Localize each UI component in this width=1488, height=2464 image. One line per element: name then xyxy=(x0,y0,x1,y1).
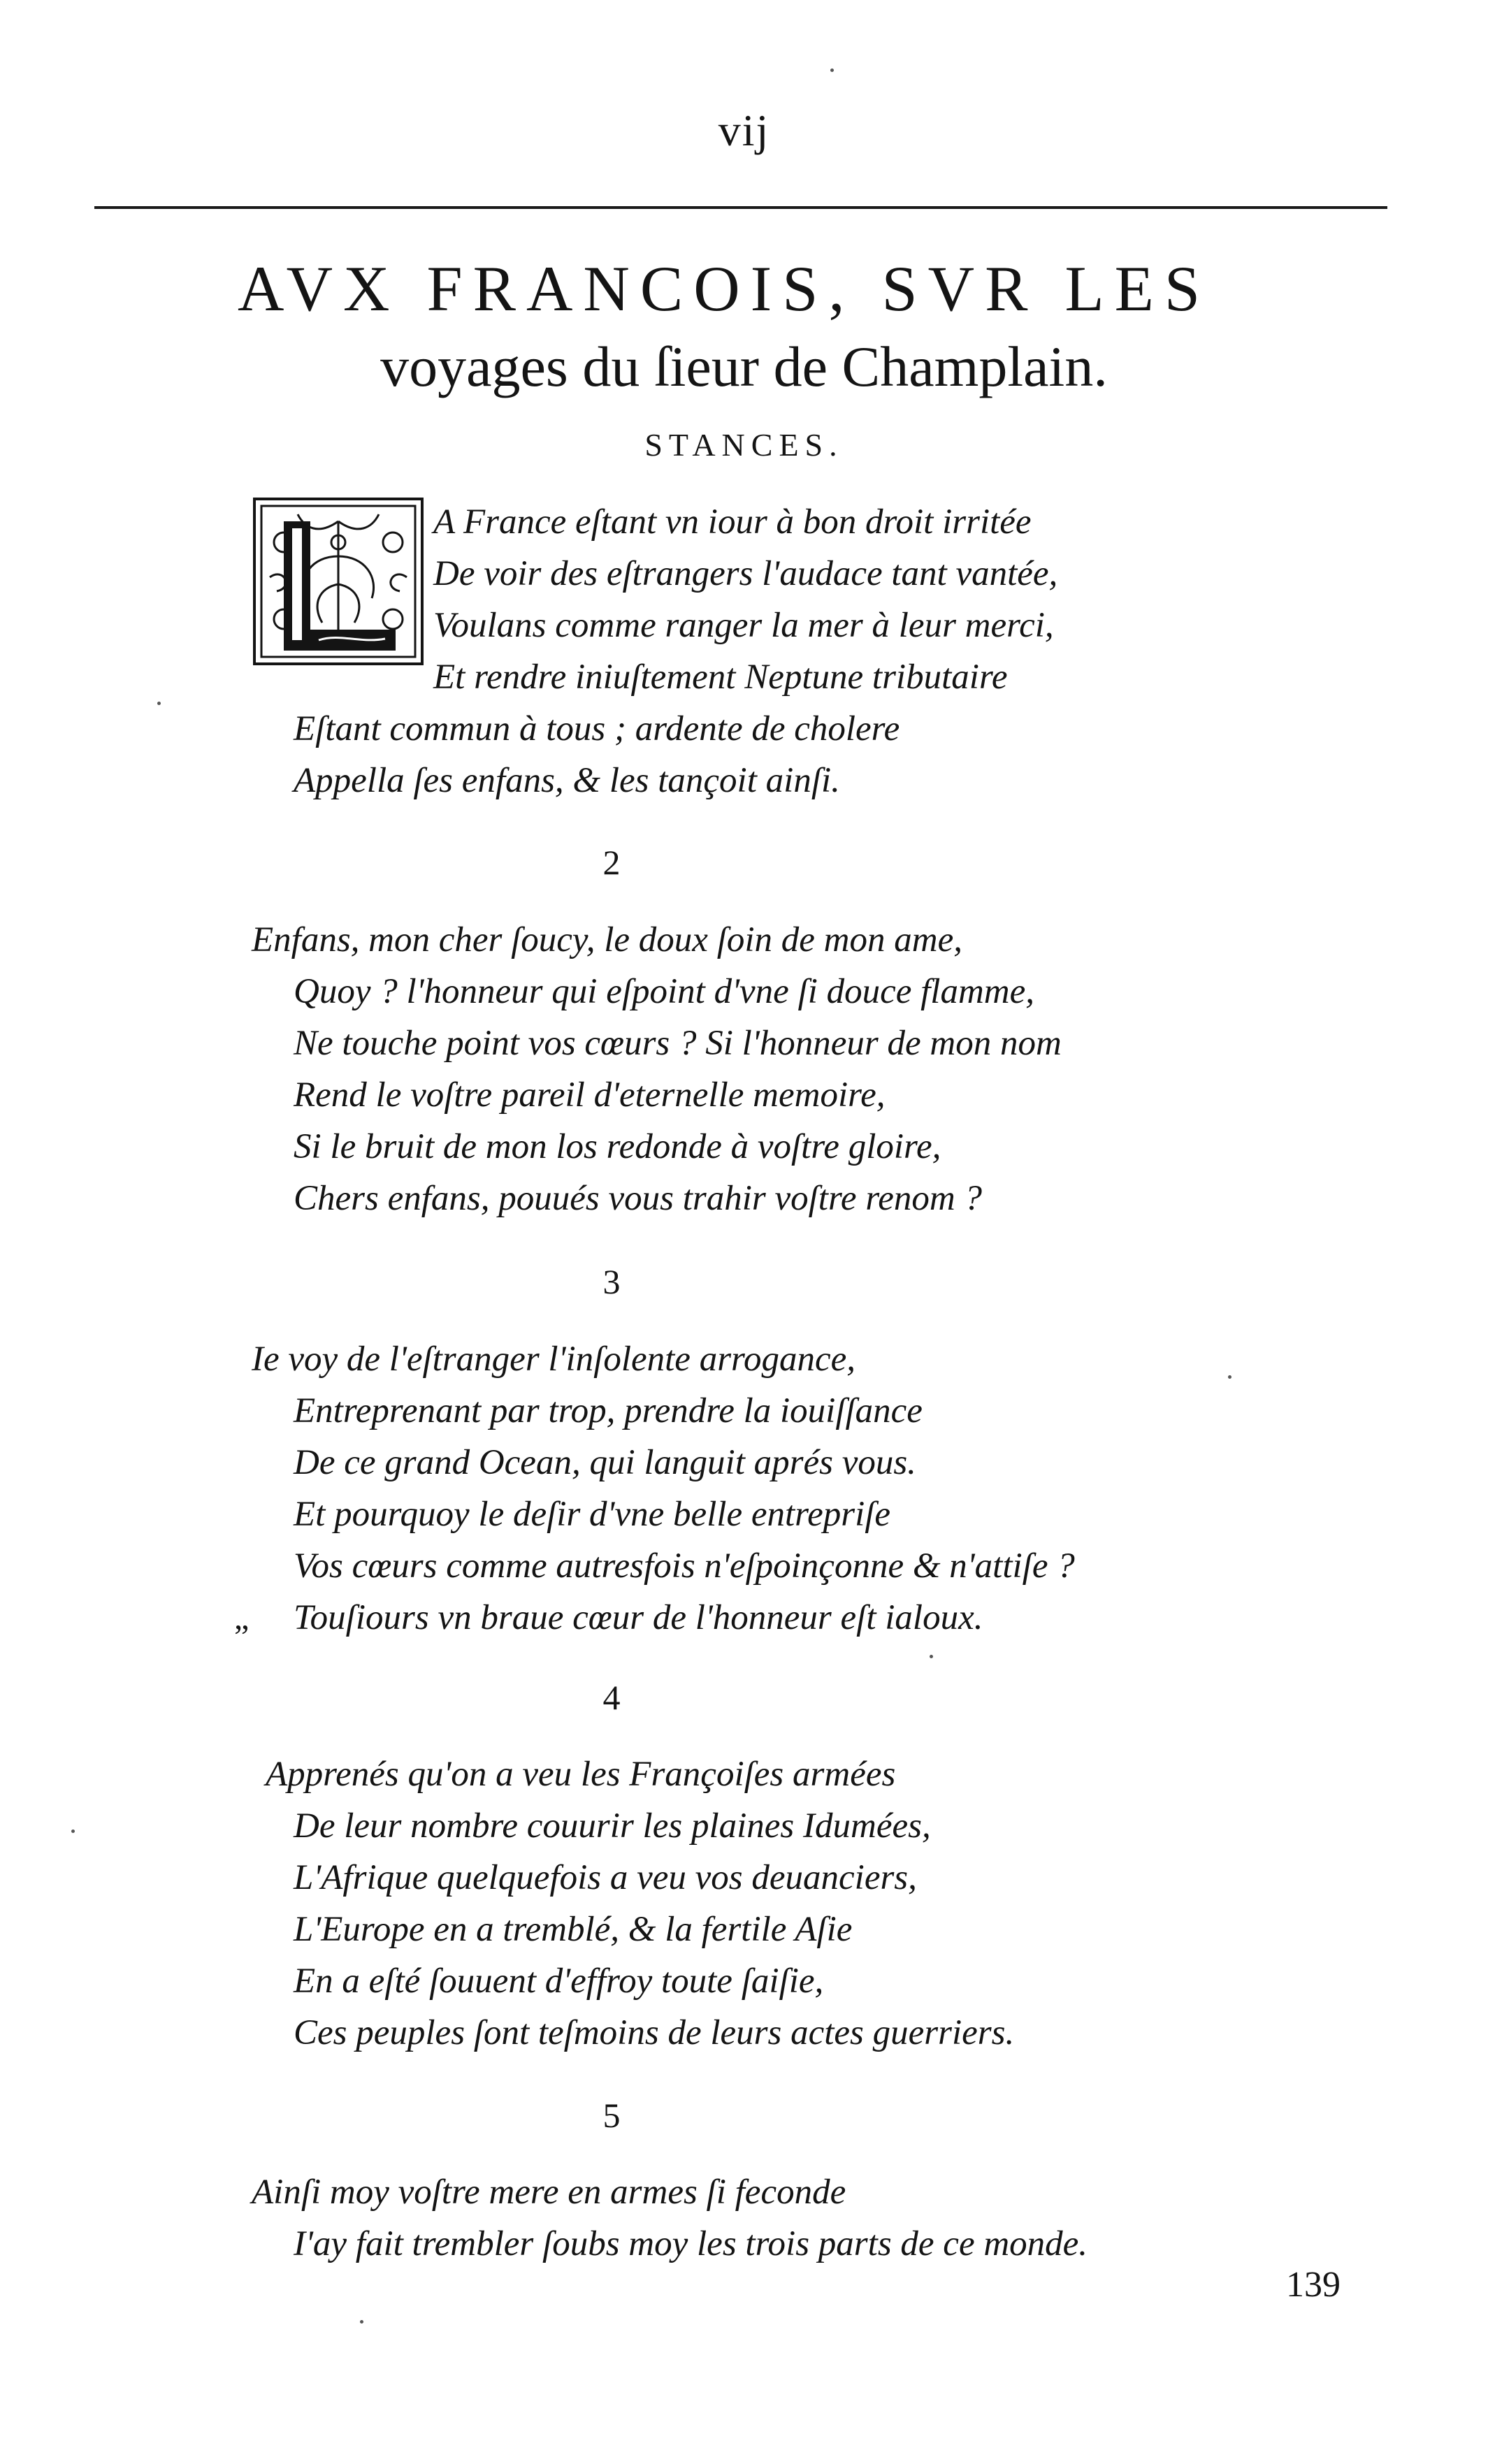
verse-line: Ainſi moy voſtre mere en armes ſi feconde xyxy=(252,2173,846,2212)
stanza-number: 3 xyxy=(602,1262,621,1301)
verse-line: De voir des eſtrangers l'audace tant vantée, xyxy=(433,554,1058,593)
verse-line: Ie voy de l'eſtranger l'inſolente arrogance, xyxy=(252,1340,856,1379)
quotation-mark: „ xyxy=(234,1600,250,1637)
verse-line: Si le bruit de mon los redonde à voſtre gloire, xyxy=(294,1127,941,1166)
verse-line: Vos cœurs comme autresfois n'eſpoinçonne & n'attiſe ? xyxy=(294,1546,1075,1586)
verse-line: L'Afrique quelquefois a veu vos deuanciers, xyxy=(294,1858,917,1897)
verse-line: Eſtant commun à tous ; ardente de cholere xyxy=(294,709,900,748)
verse-line: Ces peuples ſont teſmoins de leurs actes guerriers. xyxy=(294,2013,1015,2052)
verse-line: En a eſté ſouuent d'effroy toute ſaiſie, xyxy=(294,1962,824,2001)
title-line-1: AVX FRANCOIS, SVR LES xyxy=(238,253,1211,324)
ornamental-drop-cap-icon xyxy=(253,498,424,665)
verse-line: L'Europe en a tremblé, & la fertile Aſie xyxy=(294,1910,853,1949)
stanza-number: 2 xyxy=(602,843,621,882)
verse-line: Appella ſes enfans, & les tançoit ainſi. xyxy=(294,761,840,800)
verse-line: I'ay fait trembler ſoubs moy les trois parts de ce monde. xyxy=(294,2224,1088,2263)
verse-line: Touſiours vn braue cœur de l'honneur eſt ialoux. xyxy=(294,1598,983,1637)
page-number: vij xyxy=(718,106,770,155)
catchword: 139 xyxy=(1286,2265,1341,2305)
paper-speck xyxy=(71,1829,75,1833)
paper-speck xyxy=(930,1655,933,1658)
verse-line: Apprenés qu'on a veu les Françoiſes armées xyxy=(266,1755,896,1794)
verse-line: Enfans, mon cher ſoucy, le doux ſoin de mon ame, xyxy=(252,920,962,959)
verse-line: Et rendre iniuſtement Neptune tributaire xyxy=(433,658,1008,697)
verse-line: Quoy ? l'honneur qui eſpoint d'vne ſi douce flamme, xyxy=(294,972,1035,1011)
paper-speck xyxy=(360,2320,363,2324)
header-rule xyxy=(94,206,1387,209)
verse-line: A France eſtant vn iour à bon droit irritée xyxy=(433,502,1032,542)
paper-speck xyxy=(157,702,161,705)
verse-line: Et pourquoy le deſir d'vne belle entrepriſe xyxy=(294,1495,891,1534)
verse-line: Entreprenant par trop, prendre la iouiſſance xyxy=(294,1391,923,1430)
title-line-2: voyages du ſieur de Champlain. xyxy=(380,335,1108,398)
verse-line: De leur nombre couurir les plaines Idumées, xyxy=(294,1806,931,1846)
stanza-number: 4 xyxy=(602,1678,621,1717)
verse-line: Rend le voſtre pareil d'eternelle memoire, xyxy=(294,1075,886,1115)
stanza-number: 5 xyxy=(602,2096,621,2135)
paper-speck xyxy=(830,68,834,72)
verse-line: De ce grand Ocean, qui languit aprés vous. xyxy=(294,1443,916,1482)
verse-line: Ne touche point vos cœurs ? Si l'honneur de mon nom xyxy=(294,1024,1062,1063)
section-heading: STANCES. xyxy=(644,427,844,463)
paper-speck xyxy=(1228,1375,1231,1379)
verse-line: Voulans comme ranger la mer à leur merci, xyxy=(433,606,1054,645)
verse-line: Chers enfans, pouués vous trahir voſtre renom ? xyxy=(294,1179,982,1218)
